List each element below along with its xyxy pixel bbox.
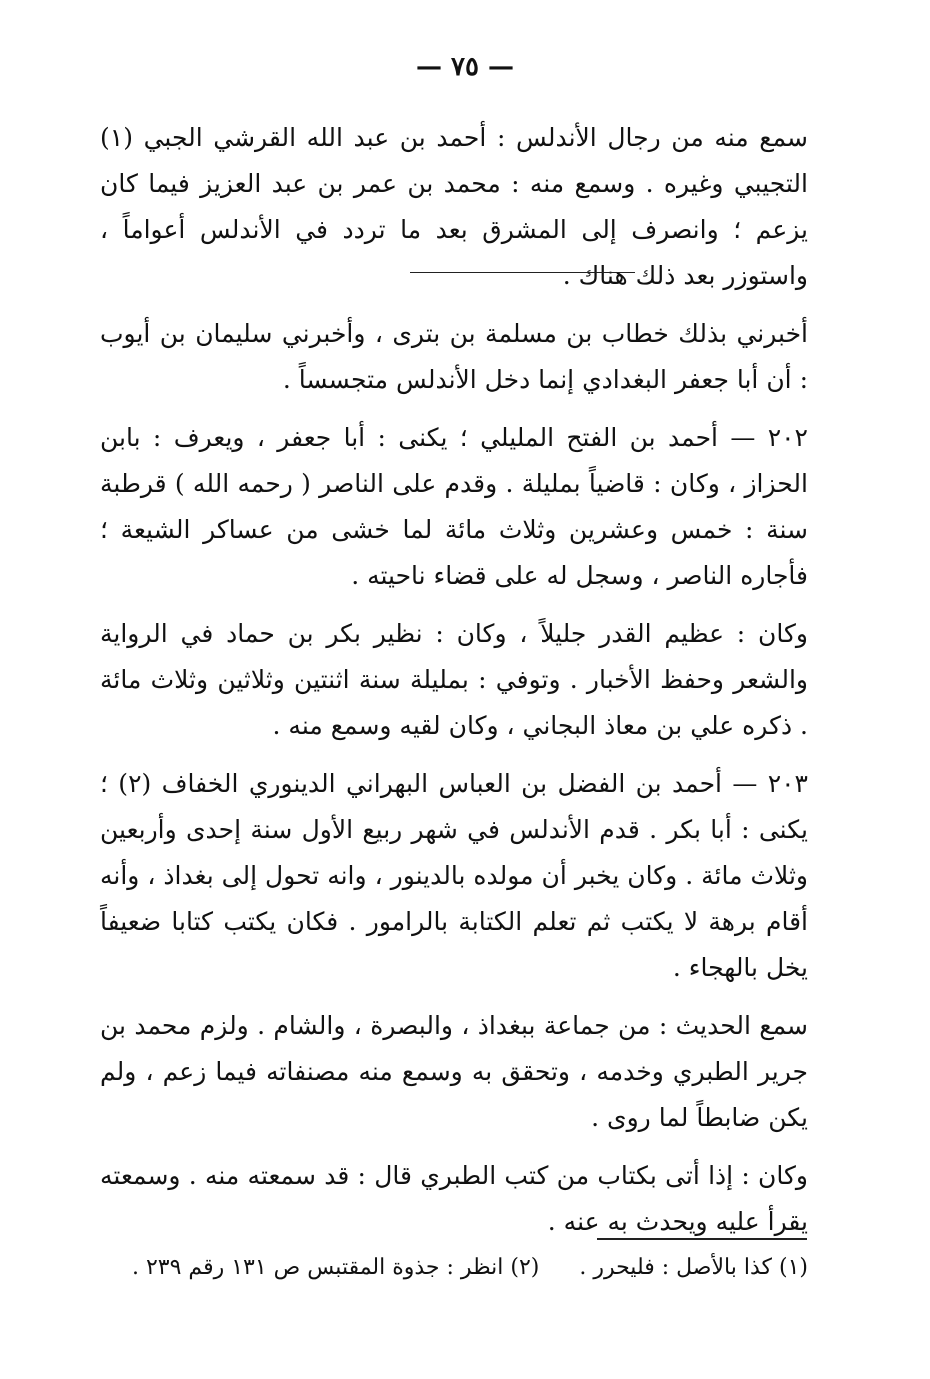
- footnote-2: (٢) انظر : جذوة المقتبس ص ١٣١ رقم ٢٣٩ .: [131, 1255, 540, 1280]
- page-number: — ٧٥ —: [415, 52, 515, 82]
- entry-202: ٢٠٢ — أحمد بن الفتح المليلي ؛ يكنى : أبا جعفر ، ويعرف : بابن الحزاز ، وكان : قاضياً بمليلة . وقدم على الناصر ( رحمه الله ) قرطبة سنة : خمس وعشرين وثلاث مائة لما خشى من عساكر الشيعة ؛ فأجاره الناصر ، وسجل له على قضاء ناحيته .: [100, 423, 808, 590]
- footnote-1: (١) كذا بالأصل : فليحرر .: [579, 1255, 808, 1280]
- entry-203: ٢٠٣ — أحمد بن الفضل بن العباس البهراني الدينوري الخفاف (٢) ؛ يكنى : أبا بكر . قدم الأندلس في شهر ربيع الأول سنة إحدى وأربعين وثلاث مائة . وكان يخبر أن مولده بالدينور ، وانه تحول إلى بغداذ ، وأنه أقام برهة لا يكتب ثم تعلم الكتابة بالرامور . فكان يكتب كتابا ضعيفاً يخل بالهجاء .: [100, 769, 808, 982]
- paragraph-2: أخبرني بذلك خطاب بن مسلمة بن بترى ، وأخبرني سليمان بن أيوب : أن أبا جعفر البغدادي إنما دخل الأندلس متجسساً .: [100, 319, 808, 394]
- paragraph-4: وكان : عظيم القدر جليلاً ، وكان : نظير بكر بن حماد في الرواية والشعر وحفظ الأخبار . وتوفي : بمليلة سنة اثنتين وثلاثين وثلاث مائة . ذكره علي بن معاذ البجاني ، وكان لقيه وسمع منه .: [100, 619, 808, 740]
- main-text: [100, 115, 808, 1245]
- paragraph-1: سمع منه من رجال الأندلس : أحمد بن عبد الله القرشي الجبي (١) التجيبي وغيره . وسمع منه : محمد بن عمر بن عبد العزيز فيما كان يزعم ؛ وانصرف إلى المشرق بعد ما تردد في الأندلس أعواماً ، واستوزر بعد ذلك هناك .: [100, 123, 808, 290]
- section-divider: [410, 272, 635, 273]
- paragraph-7: وكان : إذا أتى بكتاب من كتب الطبري قال : قد سمعته منه . وسمعته يقرأ عليه ويحدث به عنه .: [100, 1161, 808, 1236]
- footnotes: [100, 1250, 808, 1286]
- footnote-divider: [597, 1238, 807, 1240]
- paragraph-6: سمع الحديث : من جماعة ببغداذ ، والبصرة ، والشام . ولزم محمد بن جرير الطبري وخدمه ، وتحقق به وسمع منه مصنفاته فيما زعم ، ولم يكن ضابطاً لما روى .: [100, 1011, 808, 1132]
